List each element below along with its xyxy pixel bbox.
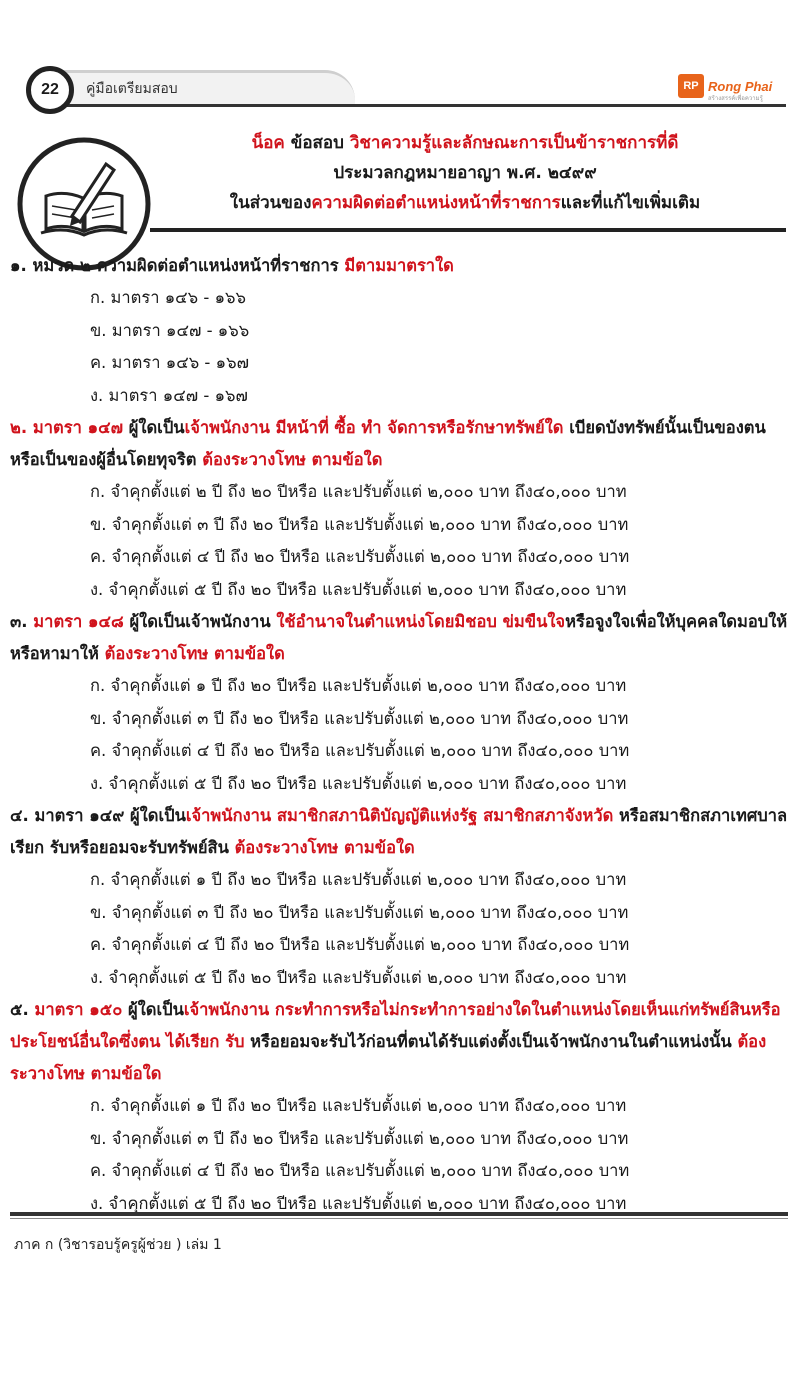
question-text: ต้องระวางโทษ ตามข้อใด — [234, 838, 415, 857]
answer-option[interactable]: ค. จำคุกตั้งแต่ ๔ ปี ถึง ๒๐ ปีหรือ และปรับตั้งแต่ ๒,๐๐๐ บาท ถึง๔๐,๐๐๐ บาท — [90, 741, 630, 760]
answer-option[interactable]: ข. จำคุกตั้งแต่ ๓ ปี ถึง ๒๐ ปีหรือ และปรับตั้งแต่ ๒,๐๐๐ บาท ถึง๔๐,๐๐๐ บาท — [90, 902, 629, 922]
answer-option[interactable]: ง. มาตรา ๑๔๗ - ๑๖๗ — [90, 385, 248, 405]
question-text: ๔. มาตรา ๑๔๙ ผู้ใดเป็น — [10, 806, 186, 825]
title-part-a: ในส่วนของ — [229, 193, 312, 213]
question-text: ผู้ใดเป็นเจ้าพนักงาน — [123, 612, 277, 631]
title-prefix: น็อค — [251, 133, 285, 153]
logo-mark-icon: RP — [678, 74, 704, 98]
question-text: หรือจูงใจเพื่อให้บุคคลใดมอบให้หรือหามาให้ — [10, 612, 788, 663]
answer-option[interactable]: ข. จำคุกตั้งแต่ ๓ ปี ถึง ๒๐ ปีหรือ และปรับตั้งแต่ ๒,๐๐๐ บาท ถึง๔๐,๐๐๐ บาท — [90, 1128, 629, 1148]
question-2 — [10, 412, 790, 476]
question-text: ๕. — [10, 1000, 35, 1019]
answer-option[interactable]: ข. จำคุกตั้งแต่ ๓ ปี ถึง ๒๐ ปีหรือ และปรับตั้งแต่ ๒,๐๐๐ บาท ถึง๔๐,๐๐๐ บาท — [90, 708, 629, 728]
page-number: 22 — [26, 66, 74, 114]
answer-option[interactable]: ก. จำคุกตั้งแต่ ๑ ปี ถึง ๒๐ ปีหรือ และปรับตั้งแต่ ๒,๐๐๐ บาท ถึง๔๐,๐๐๐ บาท — [90, 870, 627, 889]
answer-option[interactable]: ก. จำคุกตั้งแต่ ๒ ปี ถึง ๒๐ ปีหรือ และปรับตั้งแต่ ๒,๐๐๐ บาท ถึง๔๐,๐๐๐ บาท — [90, 482, 627, 501]
question-list — [10, 250, 790, 1220]
question-text: มีตามมาตราใด — [344, 256, 454, 275]
answer-option[interactable]: ง. จำคุกตั้งแต่ ๕ ปี ถึง ๒๐ ปีหรือ และปรับตั้งแต่ ๒,๐๐๐ บาท ถึง๔๐,๐๐๐ บาท — [90, 773, 627, 793]
title-line-2: ประมวลกฎหมายอาญา พ.ศ. ๒๔๙๙ — [333, 163, 597, 183]
answer-option[interactable]: ง. จำคุกตั้งแต่ ๕ ปี ถึง ๒๐ ปีหรือ และปรับตั้งแต่ ๒,๐๐๐ บาท ถึง๔๐,๐๐๐ บาท — [90, 1193, 627, 1213]
footer-divider — [10, 1212, 788, 1216]
answer-option[interactable]: ข. มาตรา ๑๔๗ - ๑๖๖ — [90, 320, 250, 340]
question-4 — [10, 800, 790, 864]
title-line-3 — [150, 188, 780, 218]
title-subject: วิชาความรู้และลักษณะการเป็นข้าราชการที่ดี — [349, 133, 679, 153]
answer-option[interactable]: ค. มาตรา ๑๔๖ - ๑๖๗ — [90, 353, 249, 372]
question-text: ๒. มาตรา ๑๔๗ — [10, 418, 123, 437]
question-text: เจ้าพนักงาน กระทำการหรือไม่กระทำการอย่างใดในตำแหน่งโดยเห็นแก่ทรัพย์สินหรือประโยชน์อื่นใดซึ่งตน ได้เรียก รับ — [10, 1000, 781, 1051]
logo-subtitle: สร้างสรรค์เพื่อความรู้ — [708, 95, 763, 102]
answer-option[interactable]: ค. จำคุกตั้งแต่ ๔ ปี ถึง ๒๐ ปีหรือ และปรับตั้งแต่ ๒,๐๐๐ บาท ถึง๔๐,๐๐๐ บาท — [90, 1161, 630, 1180]
answer-option[interactable]: ก. จำคุกตั้งแต่ ๑ ปี ถึง ๒๐ ปีหรือ และปรับตั้งแต่ ๒,๐๐๐ บาท ถึง๔๐,๐๐๐ บาท — [90, 676, 627, 695]
answer-option[interactable]: ง. จำคุกตั้งแต่ ๕ ปี ถึง ๒๐ ปีหรือ และปรับตั้งแต่ ๒,๐๐๐ บาท ถึง๔๐,๐๐๐ บาท — [90, 967, 627, 987]
question-text: มาตรา ๑๔๘ — [33, 612, 124, 631]
question-text: ๑. หมวด ๒ ความผิดต่อตำแหน่งหน้าที่ราชการ — [10, 256, 345, 275]
book-title: คู่มือเตรียมสอบ — [86, 81, 178, 97]
logo-text: Rong Phai — [708, 78, 773, 94]
title-line-1 — [150, 128, 780, 158]
question-text: ต้องระวางโทษ ตามข้อใด — [10, 1032, 767, 1083]
answer-option[interactable]: ง. จำคุกตั้งแต่ ๕ ปี ถึง ๒๐ ปีหรือ และปรับตั้งแต่ ๒,๐๐๐ บาท ถึง๔๐,๐๐๐ บาท — [90, 579, 627, 599]
title-divider — [150, 228, 786, 232]
question-text: หรือยอมจะรับไว้ก่อนที่ตนได้รับแต่งตั้งเป็นเจ้าพนักงานในตำแหน่งนั้น — [244, 1032, 738, 1051]
answer-option[interactable]: ก. จำคุกตั้งแต่ ๑ ปี ถึง ๒๐ ปีหรือ และปรับตั้งแต่ ๒,๐๐๐ บาท ถึง๔๐,๐๐๐ บาท — [90, 1096, 627, 1115]
question-text: เจ้าพนักงาน สมาชิกสภานิติบัญญัติแห่งรัฐ สมาชิกสภาจังหวัด — [185, 806, 614, 825]
footer-text: ภาค ก (วิชารอบรู้ครูผู้ช่วย ) เล่ม 1 — [14, 1237, 222, 1253]
header-divider — [66, 104, 786, 107]
question-text: มาตรา ๑๕๐ — [34, 1000, 123, 1019]
title-exam: ข้อสอบ — [284, 133, 350, 153]
question-text: ต้องระวางโทษ ตามข้อใด — [202, 450, 383, 469]
question-text: ใช้อำนาจในตำแหน่งโดยมิชอบ ข่มขืนใจ — [276, 612, 566, 631]
question-text: เจ้าพนักงาน มีหน้าที่ ซื้อ ทำ จัดการหรือรักษาทรัพย์ใด — [184, 418, 564, 437]
title-part-b: ความผิดต่อตำแหน่งหน้าที่ราชการ — [311, 193, 561, 213]
question-text: ๓. — [10, 612, 34, 631]
question-text: หรือสมาชิกสภาเทศบาล เรียก รับหรือยอมจะรับทรัพย์สิน — [10, 806, 788, 857]
footer-divider-thin — [10, 1218, 788, 1219]
answer-option[interactable]: ข. จำคุกตั้งแต่ ๓ ปี ถึง ๒๐ ปีหรือ และปรับตั้งแต่ ๒,๐๐๐ บาท ถึง๔๐,๐๐๐ บาท — [90, 514, 629, 534]
section-title — [150, 128, 780, 218]
question-text: ผู้ใดเป็น — [123, 418, 185, 437]
answer-option[interactable]: ค. จำคุกตั้งแต่ ๔ ปี ถึง ๒๐ ปีหรือ และปรับตั้งแต่ ๒,๐๐๐ บาท ถึง๔๐,๐๐๐ บาท — [90, 547, 630, 566]
answer-option[interactable]: ก. มาตรา ๑๔๖ - ๑๖๖ — [90, 288, 247, 307]
question-text: ผู้ใดเป็น — [122, 1000, 184, 1019]
answer-option[interactable]: ค. จำคุกตั้งแต่ ๔ ปี ถึง ๒๐ ปีหรือ และปรับตั้งแต่ ๒,๐๐๐ บาท ถึง๔๐,๐๐๐ บาท — [90, 935, 630, 954]
question-text: เบียดบังทรัพย์นั้นเป็นของตน หรือเป็นของผู้อื่นโดยทุจริต — [10, 418, 766, 469]
question-1 — [10, 250, 790, 282]
question-3 — [10, 606, 790, 670]
question-text: ต้องระวางโทษ ตามข้อใด — [104, 644, 285, 663]
question-5 — [10, 994, 790, 1090]
title-part-c: และที่แก้ไขเพิ่มเติม — [560, 193, 701, 213]
